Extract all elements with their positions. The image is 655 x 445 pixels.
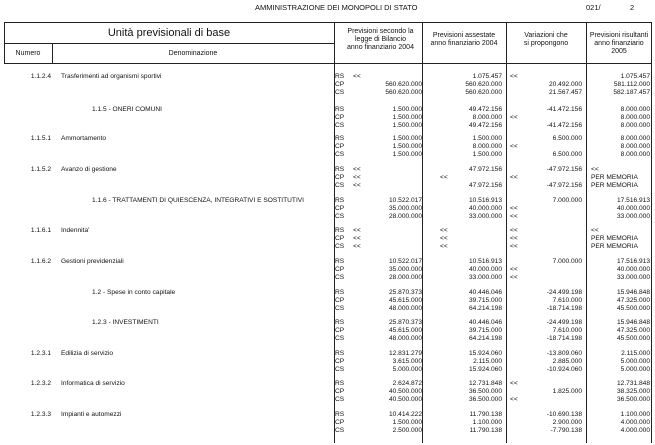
value: << bbox=[510, 243, 518, 250]
value-cell-c3 bbox=[506, 319, 582, 343]
value: 7.000.000 bbox=[552, 197, 582, 204]
code-label: RS bbox=[335, 197, 345, 204]
value: 45.615.000 bbox=[388, 327, 422, 334]
code-label: RS bbox=[335, 227, 345, 234]
numero-heading: Numero bbox=[15, 50, 41, 57]
code-label: RS bbox=[335, 258, 345, 265]
value-cell-c4 bbox=[587, 411, 650, 435]
value-cell-c1 bbox=[339, 350, 422, 374]
page-number: 2 bbox=[630, 3, 635, 12]
value: 36.500.000 bbox=[616, 396, 650, 403]
value: PER MEMORIA bbox=[591, 182, 638, 189]
col1-heading: Previsioni secondo la legge di Bilancio anno finanziario 2004 bbox=[347, 28, 414, 51]
value: -41.472.156 bbox=[546, 122, 582, 129]
code-label: CP bbox=[335, 419, 345, 426]
value: 5.000.000 bbox=[392, 366, 422, 373]
value: 12.831.279 bbox=[388, 350, 422, 357]
value: 1.100.000 bbox=[620, 411, 650, 418]
row-number: 1.1.6.2 bbox=[30, 258, 51, 265]
value: 36.500.000 bbox=[468, 396, 502, 403]
table-row bbox=[4, 319, 652, 349]
table-header bbox=[4, 23, 652, 64]
value-cell-c2 bbox=[426, 380, 502, 404]
value: << bbox=[591, 166, 599, 173]
value-cell-c2 bbox=[426, 289, 502, 313]
value: 4.000.000 bbox=[620, 427, 650, 434]
code-label: CP bbox=[335, 358, 345, 365]
row-denomination: 1.2.3 - INVESTIMENTI bbox=[92, 319, 159, 326]
row-number: 1.1.5.1 bbox=[30, 135, 51, 142]
value: 8.000.000 bbox=[620, 151, 650, 158]
value: 560.620.000 bbox=[465, 89, 502, 96]
value: 1.100.000 bbox=[472, 419, 502, 426]
value: 28.000.000 bbox=[388, 213, 422, 220]
code-label: CP bbox=[335, 114, 345, 121]
page-code: 021/ bbox=[586, 3, 601, 12]
value: PER MEMORIA bbox=[591, 235, 638, 242]
code-label: RS bbox=[335, 319, 345, 326]
row-denomination: Edilizia di servizio bbox=[61, 350, 114, 357]
code-label: CP bbox=[335, 266, 345, 273]
value: << bbox=[353, 182, 361, 189]
value-cell-c4 bbox=[587, 227, 650, 251]
table-row bbox=[4, 227, 652, 257]
code-label: CS bbox=[335, 396, 345, 403]
value: << bbox=[353, 243, 361, 250]
code-label: RS bbox=[335, 350, 345, 357]
value: 2.900.000 bbox=[552, 419, 582, 426]
value: 6.500.000 bbox=[552, 135, 582, 142]
value: 15.946.848 bbox=[616, 319, 650, 326]
value-cell-c2 bbox=[426, 350, 502, 374]
value: 560.620.000 bbox=[385, 81, 422, 88]
value: << bbox=[510, 227, 518, 234]
value: 38.325.000 bbox=[616, 388, 650, 395]
value-cell-c3 bbox=[506, 380, 582, 404]
table-row bbox=[4, 411, 652, 441]
table-row bbox=[4, 73, 652, 103]
value-cell-c1 bbox=[339, 258, 422, 282]
value: 15.946.848 bbox=[616, 289, 650, 296]
value-cell-c3 bbox=[506, 106, 582, 130]
value: << bbox=[440, 235, 448, 242]
value: << bbox=[510, 266, 518, 273]
value: 5.000.000 bbox=[620, 358, 650, 365]
row-denomination: Gestioni previdenziali bbox=[61, 258, 124, 265]
value-cell-c2 bbox=[426, 227, 502, 251]
value: 47.972.156 bbox=[468, 166, 502, 173]
value: 36.500.000 bbox=[468, 388, 502, 395]
value: 1.500.000 bbox=[392, 419, 422, 426]
value-cell-c2 bbox=[426, 197, 502, 221]
code-label: CS bbox=[335, 89, 345, 96]
value-cell-c4 bbox=[587, 197, 650, 221]
value: << bbox=[353, 73, 361, 80]
value: 10.516.913 bbox=[468, 197, 502, 204]
value: 6.500.000 bbox=[552, 151, 582, 158]
value: 1.500.000 bbox=[392, 114, 422, 121]
value-cell-c4 bbox=[587, 380, 650, 404]
value: 2.115.000 bbox=[473, 358, 502, 365]
value-cell-c4 bbox=[587, 166, 650, 190]
denominazione-heading: Denominazione bbox=[168, 50, 218, 57]
code-label: RS bbox=[335, 135, 345, 142]
value-cell-c3 bbox=[506, 289, 582, 313]
row-denomination: Trasferimenti ad organismi sportivi bbox=[61, 73, 162, 80]
value-cell-c4 bbox=[587, 106, 650, 130]
value: 8.000.000 bbox=[620, 143, 650, 150]
value: 10.522.017 bbox=[388, 258, 422, 265]
value: << bbox=[510, 205, 518, 212]
value: 48.000.000 bbox=[388, 335, 422, 342]
value: << bbox=[440, 243, 448, 250]
value: << bbox=[440, 227, 448, 234]
value: 35.000.000 bbox=[388, 266, 422, 273]
value-cell-c3 bbox=[506, 166, 582, 190]
value: 40.000.000 bbox=[616, 266, 650, 273]
value: 8.000.000 bbox=[620, 114, 650, 121]
table-row bbox=[4, 106, 652, 136]
value: 1.500.000 bbox=[392, 135, 422, 142]
row-number: 1.2.3.2 bbox=[30, 380, 51, 387]
value-cell-c1 bbox=[339, 106, 422, 130]
value: 5.000.000 bbox=[620, 366, 650, 373]
value: 49.472.156 bbox=[468, 106, 502, 113]
value: 33.000.000 bbox=[468, 274, 502, 281]
value: 10.516.913 bbox=[468, 258, 502, 265]
value-cell-c3 bbox=[506, 258, 582, 282]
value: 39.715.000 bbox=[468, 327, 502, 334]
upb-heading: Unità previsionali di base bbox=[107, 27, 231, 39]
value: 10.522.017 bbox=[388, 197, 422, 204]
value: 33.000.000 bbox=[468, 213, 502, 220]
table-row bbox=[4, 350, 652, 380]
value-cell-c3 bbox=[506, 73, 582, 97]
value: 1.500.000 bbox=[392, 106, 422, 113]
value: << bbox=[591, 227, 599, 234]
value: 8.000.000 bbox=[620, 122, 650, 129]
row-denomination: 1.1.6 - TRATTAMENTI DI QUIESCENZA, INTEGRATIVI E SOSTITUTIVI bbox=[92, 197, 304, 204]
value: 35.000.000 bbox=[388, 205, 422, 212]
value: 8.000.000 bbox=[472, 114, 502, 121]
value: PER MEMORIA bbox=[591, 174, 638, 181]
value: 12.731.848 bbox=[468, 380, 502, 387]
value: 8.000.000 bbox=[620, 106, 650, 113]
value: 1.500.000 bbox=[392, 122, 422, 129]
value-cell-c1 bbox=[339, 227, 422, 251]
value: 1.500.000 bbox=[392, 143, 422, 150]
code-label: RS bbox=[335, 106, 345, 113]
value: 7.000.000 bbox=[552, 258, 582, 265]
value: -47.972.156 bbox=[546, 166, 582, 173]
value-cell-c3 bbox=[506, 197, 582, 221]
value: 64.214.198 bbox=[468, 335, 502, 342]
code-label: RS bbox=[335, 73, 345, 80]
value: 25.870.373 bbox=[388, 289, 422, 296]
value: << bbox=[510, 235, 518, 242]
value-cell-c4 bbox=[587, 73, 650, 97]
value: 1.075.457 bbox=[620, 73, 650, 80]
value-cell-c1 bbox=[339, 289, 422, 313]
code-label: CP bbox=[335, 174, 345, 181]
value-cell-c1 bbox=[339, 380, 422, 404]
row-number: 1.1.2.4 bbox=[30, 73, 51, 80]
value: -7.790.138 bbox=[550, 427, 582, 434]
value: 1.500.000 bbox=[472, 151, 502, 158]
col2-heading: Previsioni assestate anno finanziario 2004 bbox=[430, 32, 498, 47]
value: 7.610.000 bbox=[552, 297, 582, 304]
row-number: 1.1.6.1 bbox=[30, 227, 51, 234]
value: -41.472.156 bbox=[546, 106, 582, 113]
code-label: CP bbox=[335, 205, 345, 212]
code-label: CS bbox=[335, 182, 345, 189]
value: 33.000.000 bbox=[616, 213, 650, 220]
table-row bbox=[4, 289, 652, 319]
table-row bbox=[4, 258, 652, 288]
code-label: CP bbox=[335, 327, 345, 334]
value: << bbox=[440, 174, 448, 181]
value: 45.500.000 bbox=[616, 305, 650, 312]
value: 40.500.000 bbox=[388, 388, 422, 395]
value: 560.620.000 bbox=[385, 89, 422, 96]
value-cell-c2 bbox=[426, 166, 502, 190]
value: << bbox=[510, 274, 518, 281]
value: 33.000.000 bbox=[616, 274, 650, 281]
value: -13.809.060 bbox=[546, 350, 582, 357]
value: 560.620.000 bbox=[465, 81, 502, 88]
code-label: CS bbox=[335, 427, 345, 434]
code-label: RS bbox=[335, 380, 345, 387]
col4-heading: Previsioni risultanti anno finanziario 2005 bbox=[589, 32, 649, 55]
value: 40.500.000 bbox=[388, 396, 422, 403]
value: -18.714.198 bbox=[546, 335, 582, 342]
value: << bbox=[353, 174, 361, 181]
code-label: CS bbox=[335, 366, 345, 373]
value: 28.000.000 bbox=[388, 274, 422, 281]
value: 20.492.000 bbox=[548, 81, 582, 88]
code-label: CP bbox=[335, 388, 345, 395]
code-label: CS bbox=[335, 243, 345, 250]
table-row bbox=[4, 166, 652, 196]
value-cell-c2 bbox=[426, 411, 502, 435]
value: 10.414.222 bbox=[388, 411, 422, 418]
value: 15.924.060 bbox=[468, 366, 502, 373]
budget-table bbox=[4, 22, 652, 442]
value: 45.615.000 bbox=[388, 297, 422, 304]
agency-title: AMMINISTRAZIONE DEI MONOPOLI DI STATO bbox=[255, 3, 418, 12]
value: 1.075.457 bbox=[472, 73, 502, 80]
value: << bbox=[510, 396, 518, 403]
value: 7.610.000 bbox=[552, 327, 582, 334]
row-denomination: Ammortamento bbox=[61, 135, 107, 142]
code-label: CS bbox=[335, 151, 345, 158]
value-cell-c4 bbox=[587, 289, 650, 313]
value-cell-c4 bbox=[587, 350, 650, 374]
value: 1.500.000 bbox=[472, 135, 502, 142]
value: 582.187.457 bbox=[613, 89, 650, 96]
value-cell-c3 bbox=[506, 411, 582, 435]
value: 17.516.913 bbox=[616, 258, 650, 265]
value: 8.000.000 bbox=[472, 143, 502, 150]
value: -18.714.198 bbox=[546, 305, 582, 312]
value-cell-c2 bbox=[426, 106, 502, 130]
value-cell-c4 bbox=[587, 319, 650, 343]
value: 47.325.000 bbox=[616, 327, 650, 334]
row-denomination: Impianti e automezzi bbox=[61, 411, 122, 418]
value-cell-c3 bbox=[506, 227, 582, 251]
row-denomination: Indennita' bbox=[61, 227, 90, 234]
value: -24.499.198 bbox=[546, 289, 582, 296]
value: 12.731.848 bbox=[616, 380, 650, 387]
code-label: RS bbox=[335, 166, 345, 173]
code-label: CS bbox=[335, 305, 345, 312]
value-cell-c1 bbox=[339, 135, 422, 159]
row-denomination: 1.2 - Spese in conto capitale bbox=[92, 289, 176, 296]
value: 45.500.000 bbox=[616, 335, 650, 342]
value: << bbox=[510, 174, 518, 181]
value: 2.115.000 bbox=[621, 350, 650, 357]
row-denomination: 1.1.5 - ONERI COMUNI bbox=[92, 106, 162, 113]
value: << bbox=[353, 227, 361, 234]
value: 40.000.000 bbox=[468, 266, 502, 273]
value-cell-c2 bbox=[426, 73, 502, 97]
value-cell-c4 bbox=[587, 258, 650, 282]
row-denomination: Informatica di servizio bbox=[61, 380, 125, 387]
value-cell-c1 bbox=[339, 73, 422, 97]
value: -47.972.156 bbox=[546, 182, 582, 189]
value: 581.112.000 bbox=[613, 81, 650, 88]
value: << bbox=[510, 73, 518, 80]
row-number: 1.2.3.3 bbox=[30, 411, 51, 418]
row-denomination: Avanzo di gestione bbox=[61, 166, 117, 173]
value: 3.615.000 bbox=[392, 358, 422, 365]
code-label: CP bbox=[335, 235, 345, 242]
value: 2.885.000 bbox=[552, 358, 582, 365]
value: 25.870.373 bbox=[388, 319, 422, 326]
value: 40.446.046 bbox=[468, 289, 502, 296]
row-number: 1.2.3.1 bbox=[30, 350, 51, 357]
value: 64.214.198 bbox=[468, 305, 502, 312]
value-cell-c2 bbox=[426, 319, 502, 343]
value: PER MEMORIA bbox=[591, 243, 638, 250]
value: << bbox=[510, 213, 518, 220]
value: 40.000.000 bbox=[616, 205, 650, 212]
value: 8.000.000 bbox=[620, 135, 650, 142]
page-header bbox=[0, 3, 655, 15]
value: 39.715.000 bbox=[468, 297, 502, 304]
code-label: RS bbox=[335, 411, 345, 418]
table-row bbox=[4, 135, 652, 165]
value: 21.567.457 bbox=[548, 89, 582, 96]
value-cell-c2 bbox=[426, 135, 502, 159]
value-cell-c3 bbox=[506, 135, 582, 159]
value-cell-c1 bbox=[339, 319, 422, 343]
code-label: CP bbox=[335, 143, 345, 150]
value: 17.516.913 bbox=[616, 197, 650, 204]
value: 1.500.000 bbox=[392, 151, 422, 158]
value: 2.624.872 bbox=[392, 380, 422, 387]
value: 49.472.156 bbox=[468, 122, 502, 129]
value: << bbox=[510, 143, 518, 150]
value: 11.790.138 bbox=[469, 427, 502, 434]
value: 1.825.000 bbox=[552, 388, 582, 395]
value: -10.924.060 bbox=[546, 366, 582, 373]
value: 11.790.138 bbox=[469, 411, 502, 418]
code-label: CS bbox=[335, 335, 345, 342]
row-number: 1.1.5.2 bbox=[30, 166, 51, 173]
value: << bbox=[353, 235, 361, 242]
value-cell-c3 bbox=[506, 350, 582, 374]
value: 2.500.000 bbox=[392, 427, 422, 434]
value: -10.690.138 bbox=[546, 411, 582, 418]
value: 47.325.000 bbox=[616, 297, 650, 304]
value-cell-c1 bbox=[339, 166, 422, 190]
value: 4.000.000 bbox=[620, 419, 650, 426]
code-label: CS bbox=[335, 274, 345, 281]
value: 15.924.060 bbox=[468, 350, 502, 357]
value: << bbox=[353, 166, 361, 173]
value: 40.446.046 bbox=[468, 319, 502, 326]
value: 48.000.000 bbox=[388, 305, 422, 312]
code-label: CP bbox=[335, 81, 345, 88]
value-cell-c1 bbox=[339, 197, 422, 221]
value: << bbox=[510, 380, 518, 387]
value: 40.000.000 bbox=[468, 205, 502, 212]
value-cell-c1 bbox=[339, 411, 422, 435]
table-row bbox=[4, 197, 652, 227]
value: -24.499.198 bbox=[546, 319, 582, 326]
code-label: CS bbox=[335, 213, 345, 220]
value-cell-c4 bbox=[587, 135, 650, 159]
value: 47.972.156 bbox=[468, 182, 502, 189]
code-label: RS bbox=[335, 289, 345, 296]
table-row bbox=[4, 380, 652, 410]
value-cell-c2 bbox=[426, 258, 502, 282]
value: << bbox=[510, 114, 518, 121]
code-label: CP bbox=[335, 297, 345, 304]
col3-heading: Variazioni che si propongono bbox=[523, 32, 569, 47]
code-label: CS bbox=[335, 122, 345, 129]
